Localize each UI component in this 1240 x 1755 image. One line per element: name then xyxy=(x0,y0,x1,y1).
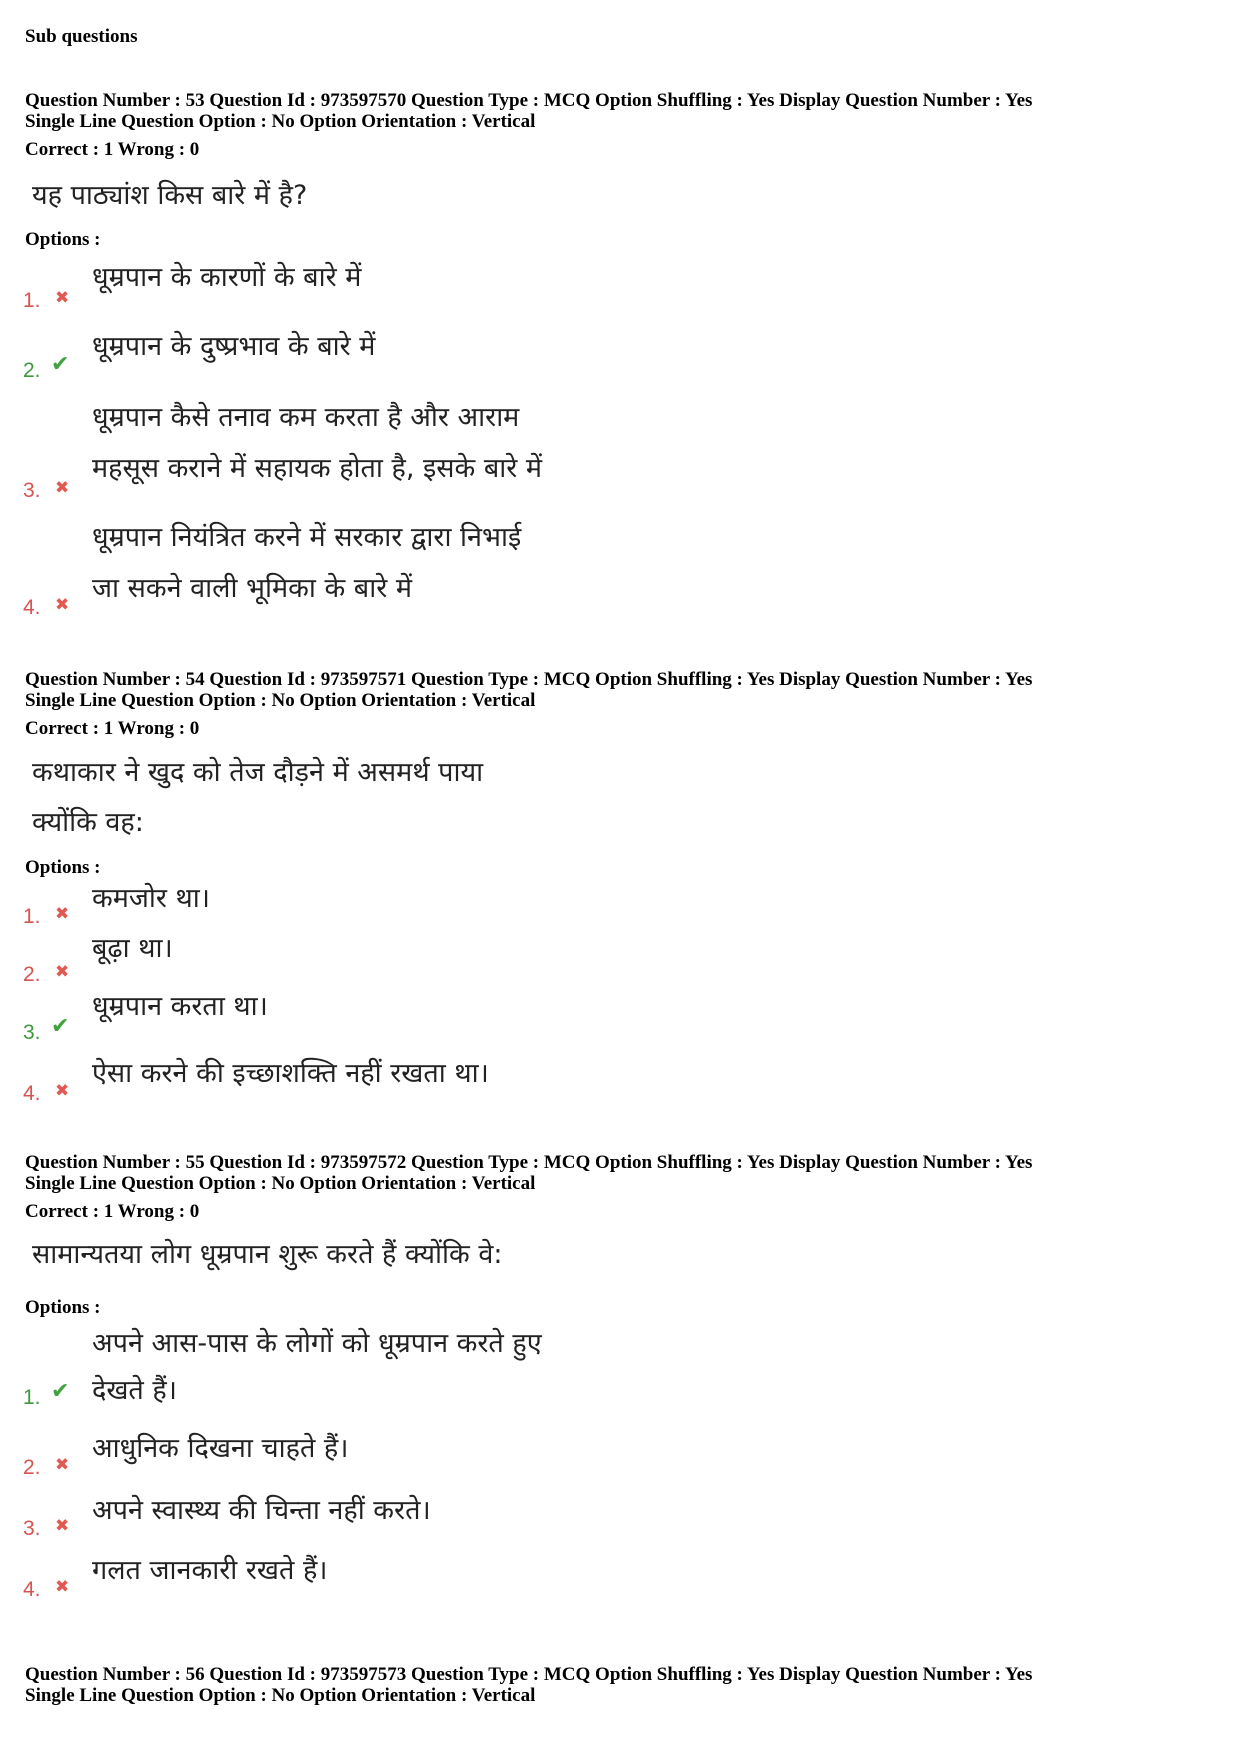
option-number: 2. xyxy=(23,359,41,382)
option-number: 4. xyxy=(23,1578,41,1601)
cross-icon: ✖ xyxy=(55,1081,70,1101)
option-text-line: धूम्रपान नियंत्रित करने में सरकार द्वारा निभाई xyxy=(92,522,522,553)
question-text: यह पाठ्यांश किस बारे में है? xyxy=(32,180,308,211)
question-meta-line: Single Line Question Option : No Option Orientation : Vertical xyxy=(25,1685,536,1706)
cross-icon: ✖ xyxy=(55,288,70,308)
question-meta-line: Single Line Question Option : No Option Orientation : Vertical xyxy=(25,111,536,132)
option-text: धूम्रपान के कारणों के बारे में xyxy=(92,262,362,293)
option-number: 1. xyxy=(23,289,41,312)
question-meta-line: Single Line Question Option : No Option Orientation : Vertical xyxy=(25,690,536,711)
question-meta-line: Question Number : 55 Question Id : 973597572 Question Type : MCQ Option Shuffling : Yes Display Question Number : Yes xyxy=(25,1152,1033,1173)
cross-icon: ✖ xyxy=(55,904,70,924)
cross-icon: ✖ xyxy=(55,1455,70,1475)
question-meta-line: Question Number : 54 Question Id : 973597571 Question Type : MCQ Option Shuffling : Yes Display Question Number : Yes xyxy=(25,669,1033,690)
options-label: Options : xyxy=(25,1297,101,1318)
cross-icon: ✖ xyxy=(55,1516,70,1536)
marks-line: Correct : 1 Wrong : 0 xyxy=(25,1201,200,1222)
question-meta-line: Question Number : 53 Question Id : 973597570 Question Type : MCQ Option Shuffling : Yes Display Question Number : Yes xyxy=(25,90,1033,111)
section-title: Sub questions xyxy=(25,26,138,47)
option-text: अपने स्वास्थ्य की चिन्ता नहीं करते। xyxy=(92,1495,431,1526)
option-number: 4. xyxy=(23,596,41,619)
option-number: 2. xyxy=(23,963,41,986)
marks-line: Correct : 1 Wrong : 0 xyxy=(25,139,200,160)
check-icon: ✔ xyxy=(51,1379,70,1404)
option-number: 3. xyxy=(23,479,41,502)
option-number: 3. xyxy=(23,1021,41,1044)
option-number: 3. xyxy=(23,1517,41,1540)
option-text: धूम्रपान करता था। xyxy=(92,991,268,1022)
options-label: Options : xyxy=(25,857,101,878)
option-text-line: अपने आस-पास के लोगों को धूम्रपान करते हुए xyxy=(92,1328,542,1359)
cross-icon: ✖ xyxy=(55,1577,70,1597)
option-text-line: महसूस कराने में सहायक होता है, इसके बारे में xyxy=(92,453,543,484)
option-text-line: जा सकने वाली भूमिका के बारे में xyxy=(92,573,412,604)
option-text: ऐसा करने की इच्छाशक्ति नहीं रखता था। xyxy=(92,1058,489,1089)
question-text-line: कथाकार ने खुद को तेज दौड़ने में असमर्थ पाया xyxy=(32,757,484,788)
option-text-line: देखते हैं। xyxy=(92,1375,177,1406)
option-number: 1. xyxy=(23,905,41,928)
option-number: 2. xyxy=(23,1456,41,1479)
option-text: बूढ़ा था। xyxy=(92,933,173,964)
cross-icon: ✖ xyxy=(55,962,70,982)
check-icon: ✔ xyxy=(51,1014,70,1039)
option-number: 1. xyxy=(23,1386,41,1409)
cross-icon: ✖ xyxy=(55,478,70,498)
option-text: धूम्रपान के दुष्प्रभाव के बारे में xyxy=(92,331,376,362)
question-meta-line: Question Number : 56 Question Id : 973597573 Question Type : MCQ Option Shuffling : Yes Display Question Number : Yes xyxy=(25,1664,1033,1685)
option-text: कमजोर था। xyxy=(92,883,211,914)
marks-line: Correct : 1 Wrong : 0 xyxy=(25,718,200,739)
question-meta-line: Single Line Question Option : No Option Orientation : Vertical xyxy=(25,1173,536,1194)
cross-icon: ✖ xyxy=(55,595,70,615)
question-text-line: क्योंकि वह: xyxy=(32,807,144,838)
option-text: आधुनिक दिखना चाहते हैं। xyxy=(92,1433,349,1464)
option-text: गलत जानकारी रखते हैं। xyxy=(92,1555,328,1586)
options-label: Options : xyxy=(25,229,101,250)
option-text-line: धूम्रपान कैसे तनाव कम करता है और आराम xyxy=(92,402,520,433)
option-number: 4. xyxy=(23,1082,41,1105)
check-icon: ✔ xyxy=(51,352,70,377)
question-text: सामान्यतया लोग धूम्रपान शुरू करते हैं क्योंकि वे: xyxy=(32,1239,503,1270)
